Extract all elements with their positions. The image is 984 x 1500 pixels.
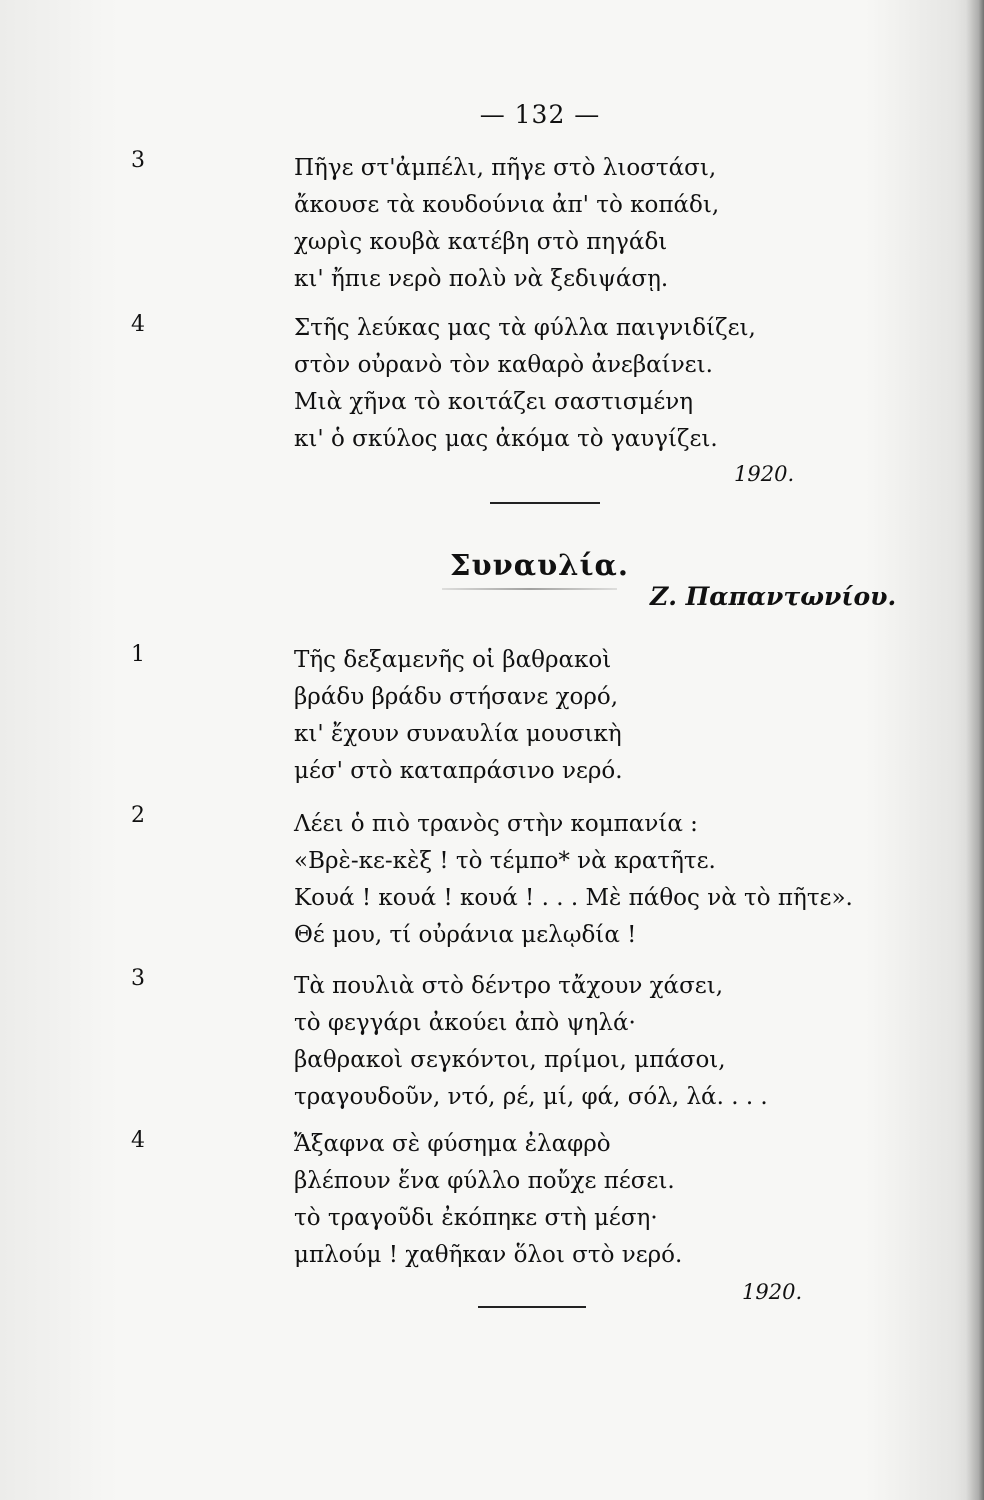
page-edge-shadow [966,0,984,1500]
verse-line: κι' ὁ σκύλος μας ἀκόμα τὸ γαυγίζει. [294,426,718,452]
section-divider [490,502,600,504]
verse-line: μέσ' στὸ καταπράσινο νερό. [294,758,623,784]
stanza [294,968,768,1116]
stanza-number: 2 [131,803,145,828]
verse-line: τὸ φεγγάρι ἀκούει ἀπὸ ψηλά· [294,1010,636,1036]
stanza-number: 3 [131,966,145,991]
verse-line: μπλούμ ! χαθῆκαν ὅλοι στὸ νερό. [294,1242,683,1268]
title-underline [442,588,617,590]
stanza [294,642,623,790]
verse-line: τραγουδοῦν, ντό, ρέ, μί, φά, σόλ, λά. . . . [294,1084,768,1110]
verse-line: Λέει ὁ πιὸ τρανὸς στὴν κομπανία : [294,811,698,837]
verse-line: Κουά ! κουά ! κουά ! . . . Μὲ πάθος νὰ τὸ πῆτε». [294,885,853,911]
section-divider [478,1306,586,1308]
stanza [294,806,853,954]
stanza [294,310,756,458]
stanza [294,1126,682,1274]
page-number: — 132 — [479,100,601,129]
stanza-number: 4 [131,312,145,337]
verse-line: κι' ἔχουν συναυλία μουσικὴ [294,721,622,747]
stanza [294,150,719,298]
verse-line: ἄκουσε τὰ κουδούνια ἀπ' τὸ κοπάδι, [294,192,720,218]
poem-year: 1920. [742,1280,803,1304]
verse-line: Τῆς δεξαμενῆς οἱ βαθρακοὶ [294,647,612,673]
verse-line: στὸν οὐρανὸ τὸν καθαρὸ ἀνεβαίνει. [294,352,713,378]
verse-line: βαθρακοὶ σεγκόντοι, πρίμοι, μπάσοι, [294,1047,726,1073]
verse-line: βράδυ βράδυ στήσανε χορό, [294,684,619,710]
stanza-number: 1 [131,642,145,667]
verse-line: κι' ἤπιε νερὸ πολὺ νὰ ξεδιψάσῃ. [294,266,669,292]
poem-year: 1920. [734,462,795,486]
stanza-number: 3 [131,148,145,173]
verse-line: Ἄξαφνα σὲ φύσημα ἐλαφρὸ [294,1131,611,1157]
stanza-number: 4 [131,1128,145,1153]
verse-line: τὸ τραγοῦδι ἐκόπηκε στὴ μέση· [294,1205,658,1231]
poem-author: Ζ. Παπαντωνίου. [650,582,897,611]
verse-line: Τὰ πουλιὰ στὸ δέντρο τἄχουν χάσει, [294,973,724,999]
verse-line: χωρὶς κουβὰ κατέβη στὸ πηγάδι [294,229,668,255]
verse-line: Πῆγε στ'ἀμπέλι, πῆγε στὸ λιοστάσι, [294,155,717,181]
verse-line: «Βρὲ-κε-κὲξ ! τὸ τέμπο* νὰ κρατῆτε. [294,848,716,874]
verse-line: Στῆς λεύκας μας τὰ φύλλα παιγνιδίζει, [294,315,756,341]
verse-line: Θέ μου, τί οὐράνια μελῳδία ! [294,922,637,948]
verse-line: βλέπουν ἕνα φύλλο ποὔχε πέσει. [294,1168,675,1194]
verse-line: Μιὰ χῆνα τὸ κοιτάζει σαστισμένη [294,389,694,415]
poem-title: Συναυλία. [450,548,629,582]
